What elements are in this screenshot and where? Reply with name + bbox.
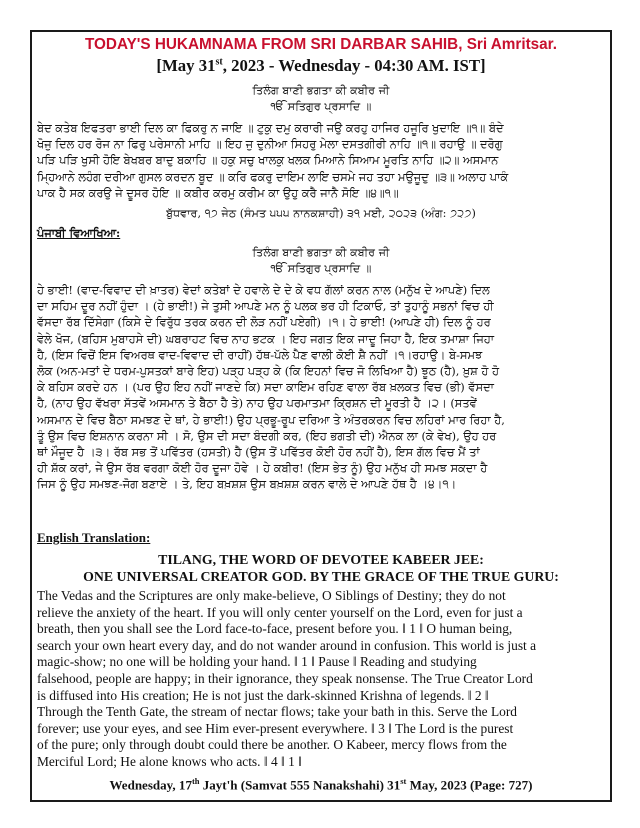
english-line: Merciful Lord; He alone knows who acts. ‖ 4 ‖ 1 ‖	[37, 753, 302, 769]
english-line: of the pure; only through doubt could there be another. O Kabeer, mercy flows from the	[37, 737, 507, 753]
page-date-heading: [May 31st, 2023 - Wednesday - 04:30 AM. IST]	[156, 56, 486, 75]
gurbani-heading-raag: ਤਿਲੰਗ ਬਾਣੀ ਭਗਤਾ ਕੀ ਕਬੀਰ ਜੀ	[252, 84, 390, 97]
punjabi-line: ਕੇ ਬਹਿਸ ਕਰਦੇ ਹਨ । (ਪਰ ਉਹ ਇਹ ਨਹੀਂ ਜਾਣਦੇ ਕਿ) ਸਦਾ ਕਾਇਮ ਰਹਿਣ ਵਾਲਾ ਰੱਬ ਖ਼ਲਕਤ ਵਿਚ (ਭੀ) ਵੱਸਦਾ	[37, 380, 494, 395]
punjabi-heading-mool: ੴ ਸਤਿਗੁਰ ਪ੍ਰਸਾਦਿ ॥	[270, 262, 372, 275]
punjabi-line: ਵੇਲੇ ਖੋਜ, (ਬਹਿਸ ਮੁਬਾਹਸੇ ਦੀ) ਘਬਰਾਹਟ ਵਿਚ ਨਾਹ ਭਟਕ । ਇਹ ਜਗਤ ਇਕ ਜਾਦੂ ਜਿਹਾ ਹੈ, ਇਕ ਤਮਾਸ਼ਾ ਜਿਹਾ	[37, 331, 495, 346]
english-line: falsehood, people are happy; in their ignorance, they speak nonsense. The True Creator Lord	[37, 670, 533, 686]
gurbani-line: ਬੇਦ ਕਤੇਬ ਇਫਤਰਾ ਭਾਈ ਦਿਲ ਕਾ ਫਿਕਰੁ ਨ ਜਾਇ ॥ ਟੁਕੁ ਦਮੁ ਕਰਾਰੀ ਜਉ ਕਰਹੁ ਹਾਜਿਰ ਹਜੂਰਿ ਖੁਦਾਇ ॥੧॥ ਬੰਦੇ	[37, 121, 504, 135]
english-line: search your own heart every day, and do not wander around in confusion. This world is just a	[37, 637, 537, 653]
page-title: TODAY'S HUKAMNAMA FROM SRI DARBAR SAHIB, Sri Amritsar.	[84, 36, 558, 53]
hukamnama-page	[30, 30, 612, 802]
punjabi-line: ਹੈ, (ਇਸ ਵਿਚੋਂ ਇਸ ਵਿਅਰਥ ਵਾਦ-ਵਿਵਾਦ ਦੀ ਰਾਹੀਂ) ਹੱਥ-ਪੱਲੇ ਪੈਣ ਵਾਲੀ ਕੋਈ ਸ਼ੈ ਨਹੀਂ ।੧।ਰਹਾਉ। ਬੇ-ਸਮਝ	[37, 347, 483, 362]
gurbani-line: ਖੋਜੁ ਦਿਲ ਹਰ ਰੋਜ ਨਾ ਫਿਰੁ ਪਰੇਸਾਨੀ ਮਾਹਿ ॥ ਇਹ ਜੁ ਦੁਨੀਆ ਸਿਹਰੁ ਮੇਲਾ ਦਸਤਗੀਰੀ ਨਾਹਿ ॥੧॥ ਰਹਾਉ ॥ ਦਰੋਗੁ	[37, 137, 503, 152]
punjabi-heading-raag: ਤਿਲੰਗ ਬਾਣੀ ਭਗਤਾ ਕੀ ਕਬੀਰ ਜੀ	[252, 246, 390, 259]
punjabi-line: ਹੈ, (ਨਾਹ ਉਹ ਵੱਖਰਾ ਸੱਤਵੇਂ ਅਸਮਾਨ ਤੇ ਬੈਠਾ ਹੈ ਤੇ) ਨਾਹ ਉਹ ਪਰਮਾਤਮਾ ਕ੍ਰਿਸ਼ਨ ਦੀ ਮੂਰਤੀ ਹੈ ।੨। (ਸਤਵੇਂ	[37, 396, 477, 411]
punjabi-explanation	[37, 282, 605, 492]
gurbani-heading-mool: ੴ ਸਤਿਗੁਰ ਪ੍ਰਸਾਦਿ ॥	[270, 100, 372, 113]
english-heading-mool: ONE UNIVERSAL CREATOR GOD. BY THE GRACE OF THE TRUE GURU:	[83, 569, 559, 584]
english-heading-raag: TILANG, THE WORD OF DEVOTEE KABEER JEE:	[158, 552, 484, 567]
punjabi-section-label: ਪੰਜਾਬੀ ਵਿਆਖਿਆ:	[37, 226, 121, 240]
gurbani-date-line: ਬੁੱਧਵਾਰ, ੧੭ ਜੇਠ (ਸੰਮਤ ੫੫੫ ਨਾਨਕਸ਼ਾਹੀ) ੩੧ ਮਈ, ੨੦੨੩ (ਅੰਗ: ੭੨੭)	[166, 207, 476, 220]
english-line: forever; use your eyes, and see Him ever-present everywhere. ‖ 3 ‖ The Lord is the purest	[37, 720, 514, 736]
punjabi-line: ਥਾਂ ਮੌਜੂਦ ਹੈ ।੩। ਰੱਬ ਸਭ ਤੋਂ ਪਵਿੱਤਰ (ਹਸਤੀ) ਹੈ (ਉਸ ਤੋਂ ਪਵਿੱਤਰ ਕੋਈ ਹੋਰ ਨਹੀਂ ਹੈ), ਇਸ ਗੱਲ ਵਿਚ ਮੈਂ ਤਾਂ	[37, 444, 480, 459]
gurbani-line: ਪੜਿ ਪੜਿ ਖੁਸੀ ਹੋਇ ਬੇਖਬਰ ਬਾਦੁ ਬਕਾਹਿ ॥ ਹਕੁ ਸਚੁ ਖਾਲਕੁ ਖਲਕ ਮਿਆਨੇ ਸਿਆਮ ਮੂਰਤਿ ਨਾਹਿ ॥੨॥ ਅਸਮਾਨ	[37, 153, 499, 168]
punjabi-line: ਵੱਸਦਾ ਰੱਬ ਦਿੱਸੇਗਾ (ਕਿਸੇ ਦੇ ਵਿਰੁੱਧ ਤਰਕ ਕਰਨ ਦੀ ਲੋੜ ਨਹੀਂ ਪਏਗੀ) ।੧। ਹੇ ਭਾਈ! (ਆਪਣੇ ਹੀ) ਦਿਲ ਨੂੰ ਹਰ	[37, 315, 491, 330]
english-line: magic-show; no one will be holding your hand. ‖ 1 ‖ Pause ‖ Reading and studying	[37, 654, 477, 670]
footer-date-line: Wednesday, 17th Jayt'h (Samvat 555 Nanakshahi) 31st May, 2023 (Page: 727)	[109, 776, 533, 793]
english-line: relieve the anxiety of the heart. If you will only center yourself on the Lord, even for just a	[37, 604, 523, 620]
english-line: Through the Tenth Gate, the stream of nectar flows; take your bath in this. Serve the Lord	[37, 704, 517, 720]
punjabi-line: ਲੋਕ (ਅਨ-ਮਤਾਂ ਦੇ ਧਰਮ-ਪੁਸਤਕਾਂ ਬਾਰੇ ਇਹ) ਪੜ੍ਹ ਪੜ੍ਹ ਕੇ (ਕਿ ਇਹਨਾਂ ਵਿਚ ਜੋ ਲਿਖਿਆ ਹੈ) ਝੂਠ (ਹੈ), ਖ਼ੁਸ਼ ਹੋ ਹੋ	[37, 363, 499, 378]
english-section-label: English Translation:	[37, 530, 151, 545]
gurbani-line: ਪਾਕ ਹੈ ਸਕ ਕਰਉ ਜੇ ਦੂਸਰ ਹੋਇ ॥ ਕਬੀਰ ਕਰਮੁ ਕਰੀਮ ਕਾ ਉਹੁ ਕਰੈ ਜਾਨੈ ਸੋਇ ॥੪॥੧॥	[37, 185, 399, 200]
gurbani-line: ਮ੍ਹਿਆਨੇ ਲਹੰਗ ਦਰੀਆ ਗੁਸਲ ਕਰਦਨ ਬੂਦ ॥ ਕਰਿ ਫਕਰੁ ਦਾਇਮ ਲਾਇ ਚਸਮੇ ਜਹ ਤਹਾ ਮਉਜੂਦੁ ॥੩॥ ਅਲਾਹ ਪਾਕੰ	[37, 169, 509, 184]
punjabi-line: ਦਾ ਸਹਿਮ ਦੂਰ ਨਹੀਂ ਹੁੰਦਾ । (ਹੇ ਭਾਈ!) ਜੇ ਤੁਸੀ ਆਪਣੇ ਮਨ ਨੂੰ ਪਲਕ ਭਰ ਹੀ ਟਿਕਾਓ, ਤਾਂ ਤੁਹਾਨੂੰ ਸਭਨਾਂ ਵਿਚ ਹੀ	[37, 299, 494, 314]
punjabi-line: ਹੇ ਭਾਈ! (ਵਾਦ-ਵਿਵਾਦ ਦੀ ਖ਼ਾਤਰ) ਵੇਦਾਂ ਕਤੇਬਾਂ ਦੇ ਹਵਾਲੇ ਦੇ ਦੇ ਕੇ ਵਧ ਗੱਲਾਂ ਕਰਨ ਨਾਲ (ਮਨੁੱਖ ਦੇ ਆਪਣੇ) ਦਿਲ	[37, 283, 490, 297]
punjabi-line: ਅਸਮਾਨ ਦੇ ਵਿਚ ਬੈਠਾ ਸਮਝਣ ਦੇ ਥਾਂ, ਹੇ ਭਾਈ!) ਉਹ ਪ੍ਰਭੂ-ਰੂਪ ਦਰਿਆ ਤੇ ਅੰਤਰਕਰਨ ਵਿਚ ਲਹਿਰਾਂ ਮਾਰ ਰਿਹਾ ਹੈ,	[37, 412, 505, 427]
english-line: breath, then you shall see the Lord face-to-face, present before you. ‖ 1 ‖ O human being,	[37, 621, 513, 637]
english-translation	[37, 588, 605, 771]
punjabi-line: ਤੂੰ ਉਸ ਵਿਚ ਇਸ਼ਨਾਨ ਕਰਨਾ ਸੀ । ਸੋ, ਉਸ ਦੀ ਸਦਾ ਬੰਦਗੀ ਕਰ, (ਇਹ ਭਗਤੀ ਦੀ) ਐਨਕ ਲਾ (ਕੇ ਵੇਖ), ਉਹ ਹਰ	[37, 428, 497, 443]
gurbani-verse	[37, 120, 605, 201]
punjabi-line: ਜਿਸ ਨੂੰ ਉਹ ਸਮਝਣ-ਜੋਗ ਬਣਾਏ । ਤੇ, ਇਹ ਬਖ਼ਸ਼ਸ਼ ਉਸ ਬਖ਼ਸ਼ਸ਼ ਕਰਨ ਵਾਲੇ ਦੇ ਆਪਣੇ ਹੱਥ ਹੈ ।੪।੧।	[37, 477, 457, 492]
english-line: is diffused into His creation; He is not just the dark-skinned Krishna of legends. ‖ 2 ‖	[37, 687, 489, 703]
punjabi-line: ਹੀ ਸ਼ੱਕ ਕਰਾਂ, ਜੇ ਉਸ ਰੱਬ ਵਰਗਾ ਕੋਈ ਹੋਰ ਦੂਜਾ ਹੋਵੇ । ਹੇ ਕਬੀਰ! (ਇਸ ਭੇਤ ਨੂੰ) ਉਹ ਮਨੁੱਖ ਹੀ ਸਮਝ ਸਕਦਾ ਹੈ	[37, 461, 488, 476]
english-line: The Vedas and the Scriptures are only make-believe, O Siblings of Destiny; they do not	[37, 588, 506, 603]
